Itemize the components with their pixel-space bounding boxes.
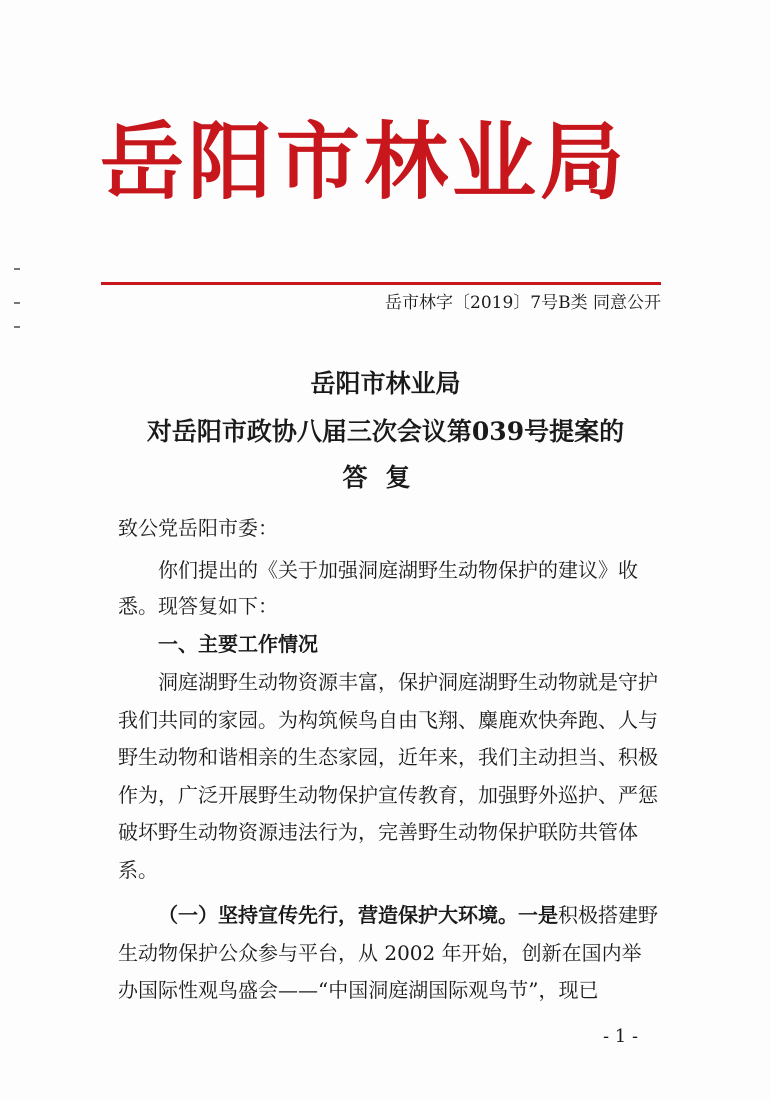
subsection-1-text: 积极搭建野生动物保护公众参与平台，从 2002 年开始，创新在国内举办国际性观鸟盛会——“中国洞庭湖国际观鸟节”，现已 [118, 903, 658, 1002]
title-line-1: 岳阳市林业局 [310, 369, 461, 398]
document-number: 岳市林字〔2019〕7号B类 同意公开 [385, 293, 661, 313]
letterhead-red-rule [101, 282, 661, 285]
binding-margin-mark [14, 268, 20, 270]
subsection-1-lead: 一是 [518, 903, 558, 927]
title-line-2: 对岳阳市政协八届三次会议第039号提案的 [146, 417, 625, 446]
subsection-1-heading: （一）坚持宣传先行，营造保护大环境。 [158, 903, 518, 927]
page-number: - 1 - [603, 1026, 639, 1047]
section-1-paragraph: 洞庭湖野生动物资源丰富，保护洞庭湖野生动物就是守护我们共同的家园。为构筑候鸟自由飞翔、麋鹿欢快奔跑、人与野生动物和谐相亲的生态家园，近年来，我们主动担当、积极作为，广泛开展野生动物保护宣传教育，加强野外巡护、严惩破坏野生动物资源违法行为，完善野生动物保护联防共管体系。 [118, 670, 658, 882]
subsection-1-paragraph [118, 897, 660, 1010]
binding-margin-mark [14, 326, 20, 328]
section-heading-1: 一、主要工作情况 [158, 632, 318, 656]
binding-margin-mark [14, 302, 20, 304]
title-line-3: 答复 [342, 463, 429, 492]
addressee: 致公党岳阳市委： [118, 516, 278, 540]
intro-paragraph: 你们提出的《关于加强洞庭湖野生动物保护的建议》收悉。现答复如下： [118, 558, 638, 618]
letterhead-org-name: 岳阳市林业局 [100, 112, 629, 211]
